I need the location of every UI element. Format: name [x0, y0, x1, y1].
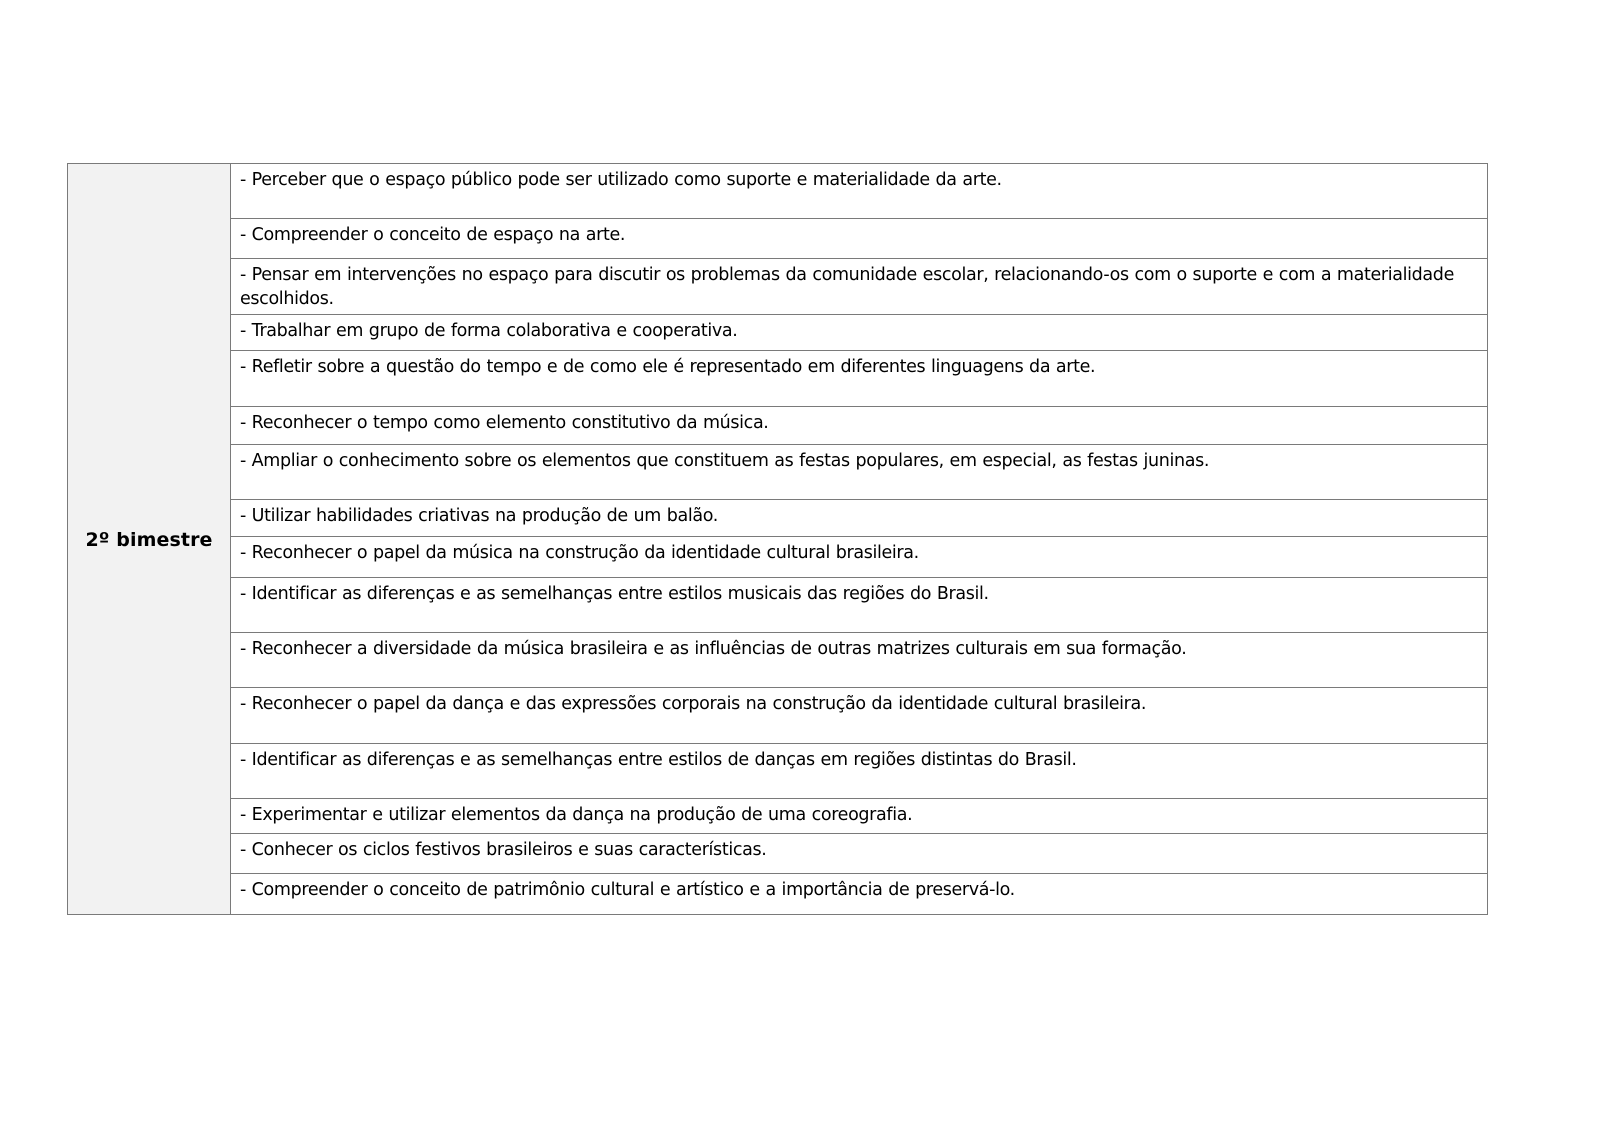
objective-text: - Reconhecer a diversidade da música brasileira e as influências de outras matrizes culturais em sua formação.	[240, 639, 1187, 659]
objective-text: - Perceber que o espaço público pode ser utilizado como suporte e materialidade da arte.	[240, 170, 1002, 190]
table-row	[68, 445, 1488, 500]
objective-text: - Reconhecer o papel da música na construção da identidade cultural brasileira.	[240, 543, 919, 563]
table-row	[68, 500, 1488, 537]
table-row	[68, 315, 1488, 351]
objective-cell	[231, 445, 1488, 500]
objective-text: - Identificar as diferenças e as semelhanças entre estilos de danças em regiões distintas do Brasil.	[240, 750, 1077, 770]
objective-text: - Conhecer os ciclos festivos brasileiros e suas características.	[240, 840, 767, 860]
table-row	[68, 799, 1488, 834]
objective-cell	[231, 500, 1488, 537]
table-row	[68, 633, 1488, 688]
table-row	[68, 219, 1488, 259]
objective-text: - Experimentar e utilizar elementos da dança na produção de uma coreografia.	[240, 805, 913, 825]
objective-cell	[231, 259, 1488, 315]
objective-text: - Compreender o conceito de patrimônio cultural e artístico e a importância de preservá-lo.	[240, 880, 1015, 900]
objective-cell	[231, 164, 1488, 219]
objectives-table	[67, 163, 1488, 915]
table-row	[68, 744, 1488, 799]
objective-text: - Utilizar habilidades criativas na produção de um balão.	[240, 506, 718, 526]
objective-text: - Identificar as diferenças e as semelhanças entre estilos musicais das regiões do Brasil.	[240, 584, 989, 604]
objective-text: - Reconhecer o tempo como elemento constitutivo da música.	[240, 413, 769, 433]
objective-cell	[231, 799, 1488, 834]
objective-text: - Reconhecer o papel da dança e das expressões corporais na construção da identidade cultural brasileira.	[240, 694, 1147, 714]
objective-cell	[231, 219, 1488, 259]
objective-text: - Trabalhar em grupo de forma colaborativa e cooperativa.	[240, 321, 738, 341]
objective-cell	[231, 315, 1488, 351]
objective-cell	[231, 351, 1488, 407]
objective-cell	[231, 578, 1488, 633]
table-row	[68, 164, 1488, 219]
period-cell	[68, 164, 231, 915]
objective-cell	[231, 744, 1488, 799]
period-label: 2º bimestre	[85, 529, 213, 551]
objective-cell	[231, 633, 1488, 688]
objective-text: - Ampliar o conhecimento sobre os elementos que constituem as festas populares, em especial, as festas juninas.	[240, 451, 1210, 471]
objective-text: - Pensar em intervenções no espaço para discutir os problemas da comunidade escolar, relacionando-os com o suporte e com a materialidade escolhidos.	[240, 265, 1454, 309]
table-row	[68, 834, 1488, 874]
table-row	[68, 688, 1488, 744]
table-row	[68, 578, 1488, 633]
objective-text: - Compreender o conceito de espaço na arte.	[240, 225, 626, 245]
objective-cell	[231, 407, 1488, 445]
table-row	[68, 351, 1488, 407]
objective-cell	[231, 834, 1488, 874]
table-row	[68, 537, 1488, 578]
table-row	[68, 259, 1488, 315]
table-row	[68, 407, 1488, 445]
objective-cell	[231, 874, 1488, 915]
objective-cell	[231, 537, 1488, 578]
objective-cell	[231, 688, 1488, 744]
table-row	[68, 874, 1488, 915]
objective-text: - Refletir sobre a questão do tempo e de como ele é representado em diferentes linguagens da arte.	[240, 357, 1096, 377]
